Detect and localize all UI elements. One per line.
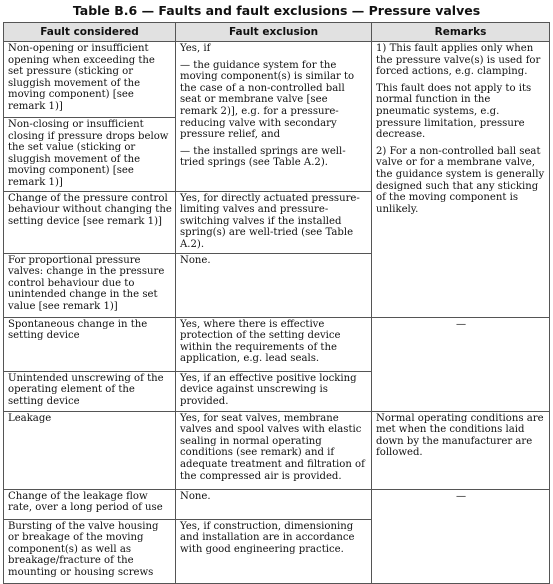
remark-text: This fault does not apply to its normal function in the pneumatic systems, e.g. pressure limitation, pressure decrease. [376, 82, 532, 141]
table-row [4, 42, 550, 118]
remark-text: 2) For a non-controlled ball seat valve or for a membrane valve, the guidance system is generally designed such that any sticking of the moving component is unlikely. [376, 145, 545, 215]
exclusion-cell: None. [176, 253, 372, 317]
fault-cell: For proportional pressure valves: change in the pressure control behaviour due to unintended change in the set value [see remark 1)] [4, 253, 176, 317]
table-title: Table B.6 — Faults and fault exclusions — Pressure valves [72, 3, 481, 18]
table-row [4, 317, 550, 371]
exclusion-text: — the installed springs are well-tried springs (see Table A.2). [180, 145, 346, 169]
exclusion-text: Yes, if [180, 43, 211, 54]
table-row [4, 411, 550, 489]
exclusion-cell: None. [176, 489, 372, 519]
exclusion-cell: Yes, where there is effective protection of the setting device within the requirements of the application, e.g. lead seals. [176, 317, 372, 371]
exclusion-cell [176, 42, 372, 192]
fault-cell: Bursting of the valve housing or breakage of the moving component(s) as well as breakage/fracture of the mounting or housing screws [4, 519, 176, 583]
fault-cell: Non-closing or insufficient closing if pressure drops below the set value (sticking or sluggish movement of the moving component) [see remark 1)] [4, 118, 176, 192]
header-exclusion: Fault exclusion [176, 23, 372, 42]
header-fault: Fault considered [4, 23, 176, 42]
remarks-cell: Normal operating conditions are met when the conditions laid down by the manufacturer are followed. [372, 411, 550, 489]
fault-cell: Spontaneous change in the setting device [4, 317, 176, 371]
remarks-cell [372, 42, 550, 318]
exclusion-cell: Yes, if construction, dimensioning and installation are in accordance with good engineering practice. [176, 519, 372, 583]
remarks-cell: — [372, 489, 550, 583]
fault-cell: Change of the leakage flow rate, over a long period of use [4, 489, 176, 519]
fault-cell: Unintended unscrewing of the operating element of the setting device [4, 371, 176, 411]
remark-text: 1) This fault applies only when the pressure valve(s) is used for forced actions, e.g. clamping. [376, 43, 541, 78]
exclusion-text: — the guidance system for the moving component(s) is similar to the case of a non-controlled ball seat or membrane valve [see remark 2)], e.g. for a pressure-reducing valve with secondary pressure relief, and [180, 59, 355, 141]
fault-cell: Change of the pressure control behaviour without changing the setting device [see remark 1)] [4, 191, 176, 253]
header-row [4, 23, 550, 42]
fault-cell: Leakage [4, 411, 176, 489]
exclusion-cell: Yes, for directly actuated pressure-limiting valves and pressure-switching valves if the installed spring(s) are well-tried (see Table A.2). [176, 191, 372, 253]
header-remarks: Remarks [372, 23, 550, 42]
table-row [4, 489, 550, 519]
fault-cell: Non-opening or insufficient opening when exceeding the set pressure (sticking or sluggish movement of the moving component) [see remark 1)] [4, 42, 176, 118]
remarks-cell: — [372, 317, 550, 411]
faults-table [3, 22, 550, 584]
exclusion-cell: Yes, if an effective positive locking device against unscrewing is provided. [176, 371, 372, 411]
exclusion-cell: Yes, for seat valves, membrane valves and spool valves with elastic sealing in normal operating conditions (see remark) and if adequate treatment and filtration of the compressed air is provided. [176, 411, 372, 489]
